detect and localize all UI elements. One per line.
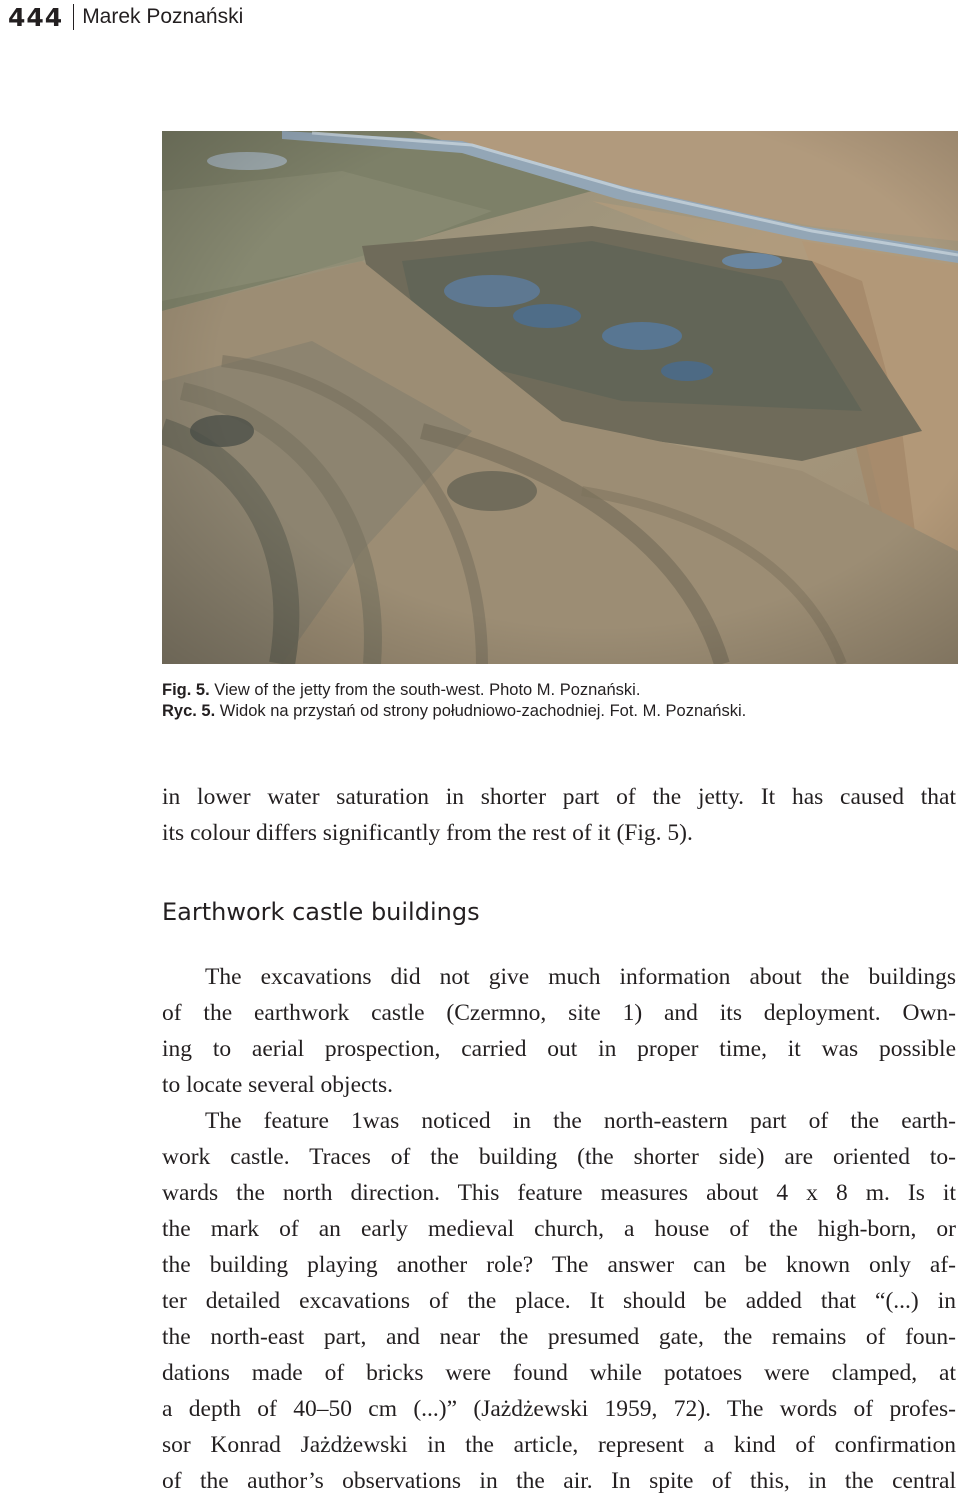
caption-english-text: View of the jetty from the south-west. Photo M. Poznański.	[214, 681, 641, 699]
text-line: in lower water saturation in shorter part of the jetty. It has caused that	[162, 784, 956, 810]
page-number: 444	[8, 2, 64, 32]
text-line: the building playing another role? The answer can be known only af-	[162, 1252, 956, 1278]
paragraph-continued	[162, 779, 956, 851]
caption-polish	[162, 701, 952, 722]
text-line: to locate several objects.	[162, 1072, 393, 1098]
caption-english-label: Fig. 5.	[162, 681, 210, 699]
text-line: of the author’s observations in the air. In spite of this, in the central	[162, 1468, 956, 1494]
text-line: ter detailed excavations of the place. It should be added that “(...) in	[162, 1288, 956, 1314]
text-line: wards the north direction. This feature measures about 4 x 8 m. Is it	[162, 1180, 956, 1206]
figure-caption	[162, 680, 952, 722]
aerial-photo-jetty	[162, 131, 958, 664]
header-divider	[73, 4, 74, 30]
text-line: sor Konrad Jażdżewski in the article, represent a kind of confirmation	[162, 1432, 956, 1458]
text-line: the mark of an early medieval church, a house of the high-born, or	[162, 1216, 956, 1242]
text-line: its colour differs significantly from the rest of it (Fig. 5).	[162, 820, 693, 846]
aerial-photo-drawing	[162, 131, 958, 664]
caption-polish-label: Ryc. 5.	[162, 702, 216, 720]
paragraph-buildings	[162, 959, 956, 1499]
text-line: of the earthwork castle (Czermno, site 1) and its deployment. Own-	[162, 1000, 956, 1026]
text-line: work castle. Traces of the building (the shorter side) are oriented to-	[162, 1144, 956, 1170]
caption-english	[162, 680, 952, 701]
text-line: The excavations did not give much information about the buildings	[205, 964, 956, 990]
header-author: Marek Poznański	[82, 5, 244, 28]
caption-polish-text: Widok na przystań od strony południowo-zachodniej. Fot. M. Poznański.	[219, 702, 747, 720]
running-header	[8, 0, 243, 34]
text-line: The feature 1was noticed in the north-eastern part of the earth-	[205, 1108, 956, 1134]
text-line: a depth of 40–50 cm (...)” (Jażdżewski 1959, 72). The words of profes-	[162, 1396, 956, 1422]
section-heading: Earthwork castle buildings	[162, 898, 480, 926]
text-line: ing to aerial prospection, carried out in proper time, it was possible	[162, 1036, 956, 1062]
text-line: dations made of bricks were found while potatoes were clamped, at	[162, 1360, 956, 1386]
text-line: the north-east part, and near the presumed gate, the remains of foun-	[162, 1324, 956, 1350]
